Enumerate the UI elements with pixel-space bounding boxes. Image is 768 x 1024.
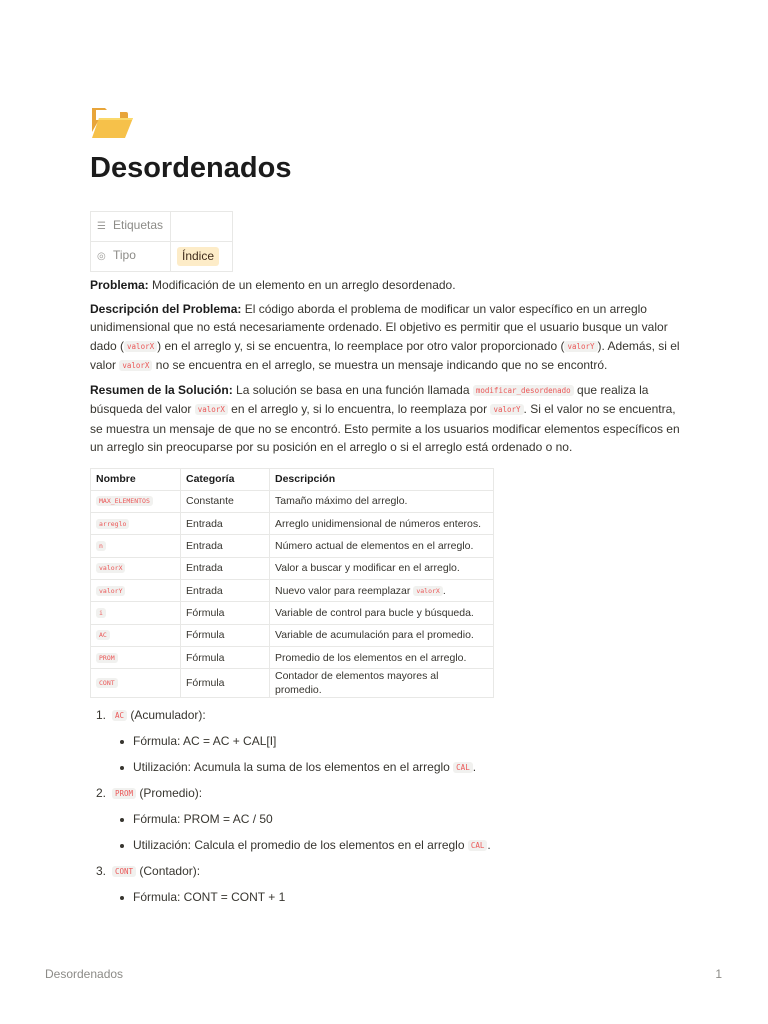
description-cell xyxy=(270,602,494,624)
table-header-row xyxy=(91,468,494,490)
document-body xyxy=(90,276,680,912)
description-cell xyxy=(270,646,494,668)
bullet-text: Fórmula: AC = AC + CAL[I] xyxy=(133,734,277,749)
description-text: Variable de acumulación para el promedio. xyxy=(275,629,474,642)
property-label: Etiquetas xyxy=(113,218,164,233)
description-text: Arreglo unidimensional de números enteros. xyxy=(275,517,482,530)
category-cell: Entrada xyxy=(181,557,270,579)
list-label: (Contador): xyxy=(136,864,201,879)
bullet-item xyxy=(90,730,680,756)
inline-code: PROM xyxy=(96,653,118,663)
bullet-item xyxy=(90,886,680,912)
table-row xyxy=(91,490,494,512)
description-cell xyxy=(270,579,494,601)
variable-name-cell xyxy=(91,602,181,624)
description-text: Tamaño máximo del arreglo. xyxy=(275,495,408,508)
category-cell: Fórmula xyxy=(181,624,270,646)
description-cell xyxy=(270,513,494,535)
variables-table xyxy=(90,468,494,699)
list-item xyxy=(90,782,680,808)
inline-code: CAL xyxy=(468,840,488,851)
column-header: Categoría xyxy=(181,468,270,490)
bullet-text: Fórmula: PROM = AC / 50 xyxy=(133,812,273,827)
property-row-tipo[interactable] xyxy=(91,242,233,272)
list-number: 3. xyxy=(96,864,107,879)
table-row xyxy=(91,646,494,668)
table-row xyxy=(91,669,494,698)
category-cell: Constante xyxy=(181,490,270,512)
category-cell: Entrada xyxy=(181,513,270,535)
table-row xyxy=(91,557,494,579)
column-header: Descripción xyxy=(270,468,494,490)
description-end: . xyxy=(442,584,446,597)
inline-code: valorX xyxy=(195,404,228,415)
table-row xyxy=(91,579,494,601)
bullet-text: Utilización: Calcula el promedio de los elementos en el arreglo xyxy=(133,838,468,853)
bullet-item xyxy=(90,834,680,860)
list-number: 2. xyxy=(96,786,107,801)
description-paragraph: Descripción del Problema: El código aborda el problema de modificar un valor específico en un arreglo unidimensional que no está necesariamente ordenado. El objetivo es permitir que el usuario busque un valor dado ( valorX ) en el arreglo y, si se encuentra, lo reemplace por otro valor proporcionado ( valorY ). Además, si el valor valorX no se encuentra en el arreglo, se muestra un mensaje indicando que no se encontró. xyxy=(90,301,680,372)
column-header: Nombre xyxy=(91,468,181,490)
property-value-empty[interactable] xyxy=(171,212,233,242)
category-cell: Entrada xyxy=(181,579,270,601)
inline-code: CAL xyxy=(453,762,473,773)
category-cell: Fórmula xyxy=(181,646,270,668)
description-text: Contador de elementos mayores al promedio. xyxy=(275,670,439,697)
property-label: Tipo xyxy=(113,248,136,263)
target-icon: ◎ xyxy=(97,251,106,263)
properties-table xyxy=(90,211,233,272)
variable-name-cell xyxy=(91,490,181,512)
variable-name-cell xyxy=(91,557,181,579)
inline-code: valorX xyxy=(124,341,157,352)
list-label: (Acumulador): xyxy=(127,708,206,723)
description-cell xyxy=(270,490,494,512)
inline-code: i xyxy=(96,608,106,618)
inline-code: valorY xyxy=(490,404,523,415)
property-row-etiquetas[interactable] xyxy=(91,212,233,242)
description-cell xyxy=(270,535,494,557)
table-row xyxy=(91,513,494,535)
bullet-item xyxy=(90,808,680,834)
summary-paragraph: Resumen de la Solución: La solución se basa en una función llamada modificar_desordenado que realiza la búsqueda del valor valorX en el arreglo y, si lo encuentra, lo reemplaza por valorY . Si el valor no se encuentra, se muestra un mensaje de que no se encontró. Esto permite a los usuarios modificar elementos específicos en un arreglo sin preocuparse por su posición en el arreglo o si el arreglo está ordenado o no. xyxy=(90,382,680,454)
inline-code: modificar_desordenado xyxy=(473,385,574,396)
description-cell xyxy=(270,669,494,698)
table-row xyxy=(91,602,494,624)
bullet-text: Utilización: Acumula la suma de los elementos en el arreglo xyxy=(133,760,454,775)
description-cell xyxy=(270,624,494,646)
variable-name-cell xyxy=(91,579,181,601)
description-text: Nuevo valor para reemplazar xyxy=(275,584,414,597)
page-title: Desordenados xyxy=(90,152,292,184)
type-tag[interactable]: Índice xyxy=(177,247,219,266)
inline-code: valorX xyxy=(119,360,152,371)
table-row xyxy=(91,624,494,646)
description-text: Promedio de los elementos en el arreglo. xyxy=(275,651,467,664)
page-number: 1 xyxy=(715,967,722,981)
inline-code: valorX xyxy=(413,586,442,596)
description-text: Número actual de elementos en el arreglo. xyxy=(275,540,474,553)
variable-name-cell xyxy=(91,513,181,535)
bullet-end: . xyxy=(472,760,477,775)
inline-code: CONT xyxy=(112,866,136,877)
inline-code: PROM xyxy=(112,788,136,799)
variable-name-cell xyxy=(91,669,181,698)
variable-name-cell xyxy=(91,624,181,646)
table-row xyxy=(91,535,494,557)
inline-code: valorY xyxy=(96,586,125,596)
inline-code: valorX xyxy=(96,563,125,573)
category-cell: Fórmula xyxy=(181,669,270,698)
list-label: (Promedio): xyxy=(136,786,203,801)
inline-code: valorY xyxy=(564,341,597,352)
problem-paragraph: Problema: Modificación de un elemento en un arreglo desordenado. xyxy=(90,278,456,292)
description-text: Variable de control para bucle y búsqueda. xyxy=(275,606,474,619)
description-cell xyxy=(270,557,494,579)
formula-list xyxy=(90,704,680,912)
inline-code: CONT xyxy=(96,678,118,688)
inline-code: arreglo xyxy=(96,519,129,529)
category-cell: Entrada xyxy=(181,535,270,557)
variable-name-cell xyxy=(91,535,181,557)
inline-code: n xyxy=(96,541,106,551)
bullet-text: Fórmula: CONT = CONT + 1 xyxy=(133,890,286,905)
open-folder-icon xyxy=(90,100,134,140)
bullet-end: . xyxy=(487,838,491,853)
list-number: 1. xyxy=(96,708,107,723)
inline-code: AC xyxy=(112,710,127,721)
variable-name-cell xyxy=(91,646,181,668)
list-item xyxy=(90,860,680,886)
list-item xyxy=(90,704,680,730)
list-icon: ☰ xyxy=(97,221,106,233)
inline-code: AC xyxy=(96,630,110,640)
footer-title: Desordenados xyxy=(45,967,124,981)
bullet-item xyxy=(90,756,680,782)
description-text: Valor a buscar y modificar en el arreglo. xyxy=(275,562,460,575)
inline-code: MAX_ELEMENTOS xyxy=(96,496,153,506)
category-cell: Fórmula xyxy=(181,602,270,624)
